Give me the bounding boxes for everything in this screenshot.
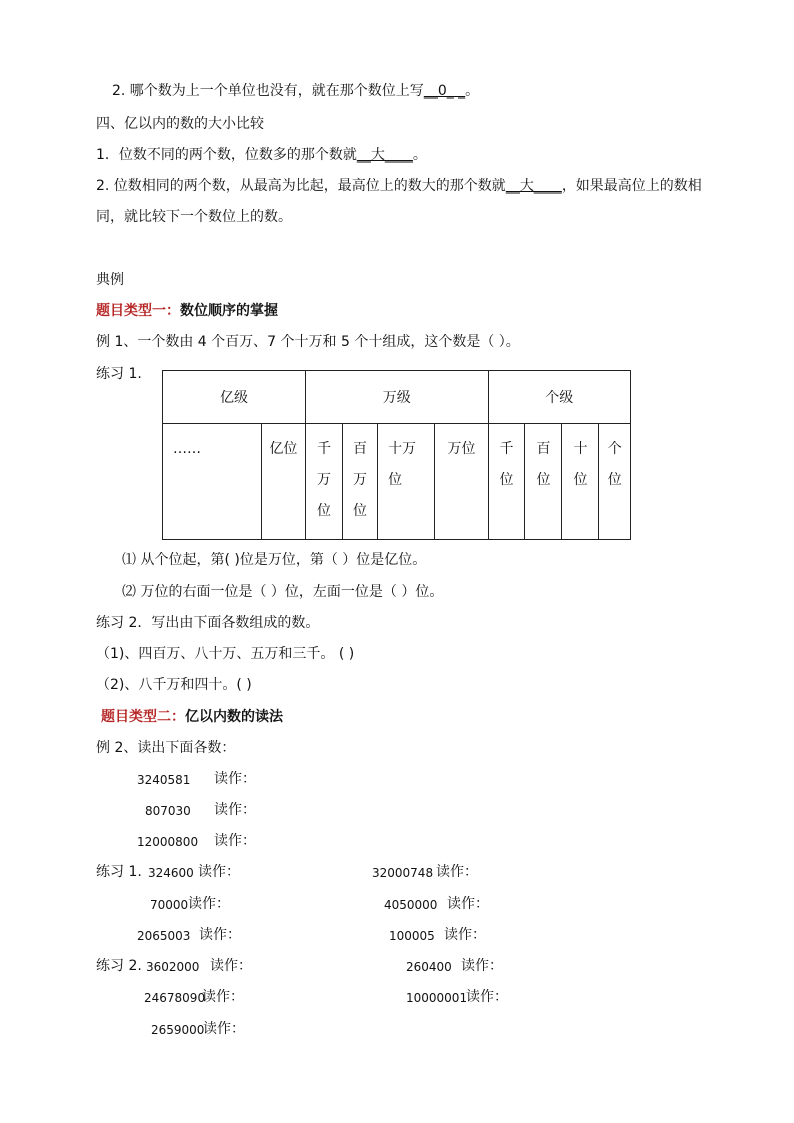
cell-shi-text: 十位 xyxy=(573,441,588,488)
cell-bai-text: 百位 xyxy=(536,441,551,488)
question-1: ⑴ 从个位起，第( )位是万位，第（ ）位是亿位。 xyxy=(122,552,427,568)
cell-qianwan xyxy=(305,424,342,540)
read-as-label: 读作： xyxy=(188,896,230,912)
practice-2-item-2: （2)、八千万和四十。( ) xyxy=(96,677,252,693)
cell-qian-text: 千位 xyxy=(499,441,514,488)
practice1-right-number: 100005 xyxy=(389,929,435,943)
ex2-number: 12000800 xyxy=(137,835,199,849)
cell-wan: 万位 xyxy=(435,424,488,540)
cell-ellipsis: …… xyxy=(163,424,262,540)
practice-2-item-1: （1)、四百万、八十万、五万和三千。 ( ) xyxy=(96,646,355,662)
ex2-number: 807030 xyxy=(145,804,191,818)
group-yi: 亿级 xyxy=(163,371,306,424)
cell-bai xyxy=(525,424,562,540)
place-value-table xyxy=(162,370,631,540)
practice2-left-number: 24678090 xyxy=(144,991,206,1005)
section-heading-compare: 四、亿以内的数的大小比较 xyxy=(96,116,264,132)
practice1-right-number: 4050000 xyxy=(384,898,438,912)
cell-qian xyxy=(488,424,525,540)
read-as-label: 读作： xyxy=(466,989,508,1005)
read-as-label: 读作： xyxy=(461,958,503,974)
read-as-label: 读作： xyxy=(436,864,478,880)
read-as-label: 读作： xyxy=(203,1021,245,1037)
rule-zero-text: 2. 哪个数为上一个单位也没有，就在那个数位上写 xyxy=(112,83,424,99)
question-2: ⑵ 万位的右面一位是（ ）位，左面一位是（ ）位。 xyxy=(122,584,444,600)
compare-rule-2 xyxy=(96,176,702,196)
practice2-right-number: 260400 xyxy=(406,960,452,974)
cell-shiwan-text: 十万位 xyxy=(388,441,417,488)
group-ge: 个级 xyxy=(488,371,630,424)
compare-rule-2-end: ，如果最高位上的数相 xyxy=(561,178,702,194)
rule-zero-blank: __0_ _ xyxy=(423,83,466,99)
cell-baiwan-text: 百万位 xyxy=(352,441,367,519)
compare-rule-1 xyxy=(96,145,427,165)
type1-label: 题目类型一： xyxy=(96,303,180,319)
practice-2-heading: 练习 2．写出由下面各数组成的数。 xyxy=(96,615,320,631)
rule-zero-end: 。 xyxy=(465,83,480,99)
cell-ge-text: 个位 xyxy=(607,441,622,488)
compare-rule-1-end: 。 xyxy=(412,147,427,163)
compare-rule-2-blank: __大____ xyxy=(505,178,562,194)
read-as-label: 读作： xyxy=(202,989,244,1005)
example-1: 例 1、一个数由 4 个百万、7 个十万和 5 个十组成，这个数是（ ）。 xyxy=(96,334,520,350)
type2-heading xyxy=(101,707,283,727)
ex2-number: 3240581 xyxy=(137,773,191,787)
type2-title: 亿以内数的读法 xyxy=(185,709,283,725)
example-2: 例 2、读出下面各数： xyxy=(96,740,236,756)
practice-1-label: 练习 1. xyxy=(96,366,142,382)
practice1-left-number: 70000 xyxy=(150,898,189,912)
read-as-label: 读作： xyxy=(447,896,489,912)
cell-shi xyxy=(562,424,599,540)
type1-heading xyxy=(96,301,278,321)
read-as-label: 读作： xyxy=(214,833,256,849)
type2-label: 题目类型二： xyxy=(101,709,185,725)
read-as-label: 读作： xyxy=(444,927,486,943)
compare-rule-2-text: 2. 位数相同的两个数，从最高为比起，最高位上的数大的那个数就 xyxy=(96,178,506,194)
practice1-right-number: 32000748 xyxy=(372,866,434,880)
practice1-left-number: 324600 xyxy=(148,866,194,880)
type1-title: 数位顺序的掌握 xyxy=(180,303,278,319)
group-wan: 万级 xyxy=(305,371,488,424)
rule-zero-line xyxy=(112,81,479,101)
compare-rule-2-line2: 同，就比较下一个数位上的数。 xyxy=(96,209,292,225)
cell-qianwan-text: 千万位 xyxy=(316,441,331,519)
practice2-left-number: 2659000 xyxy=(151,1023,205,1037)
practice-2-read-label: 练习 2. xyxy=(96,958,142,974)
compare-rule-1-blank: __大____ xyxy=(356,147,413,163)
read-as-label: 读作： xyxy=(198,864,240,880)
cell-yi-wei: 亿位 xyxy=(261,424,305,540)
example-heading: 典例 xyxy=(96,272,124,288)
practice2-right-number: 10000001 xyxy=(406,991,468,1005)
cell-baiwan xyxy=(342,424,377,540)
cell-ge xyxy=(599,424,631,540)
read-as-label: 读作： xyxy=(199,927,241,943)
practice2-left-number: 3602000 xyxy=(146,960,200,974)
cell-shiwan xyxy=(378,424,435,540)
read-as-label: 读作： xyxy=(214,802,256,818)
practice1-left-number: 2065003 xyxy=(137,929,191,943)
practice-1-read-label: 练习 1. xyxy=(96,864,142,880)
compare-rule-1-text: 1．位数不同的两个数，位数多的那个数就 xyxy=(96,147,357,163)
read-as-label: 读作： xyxy=(214,771,256,787)
read-as-label: 读作： xyxy=(210,958,252,974)
